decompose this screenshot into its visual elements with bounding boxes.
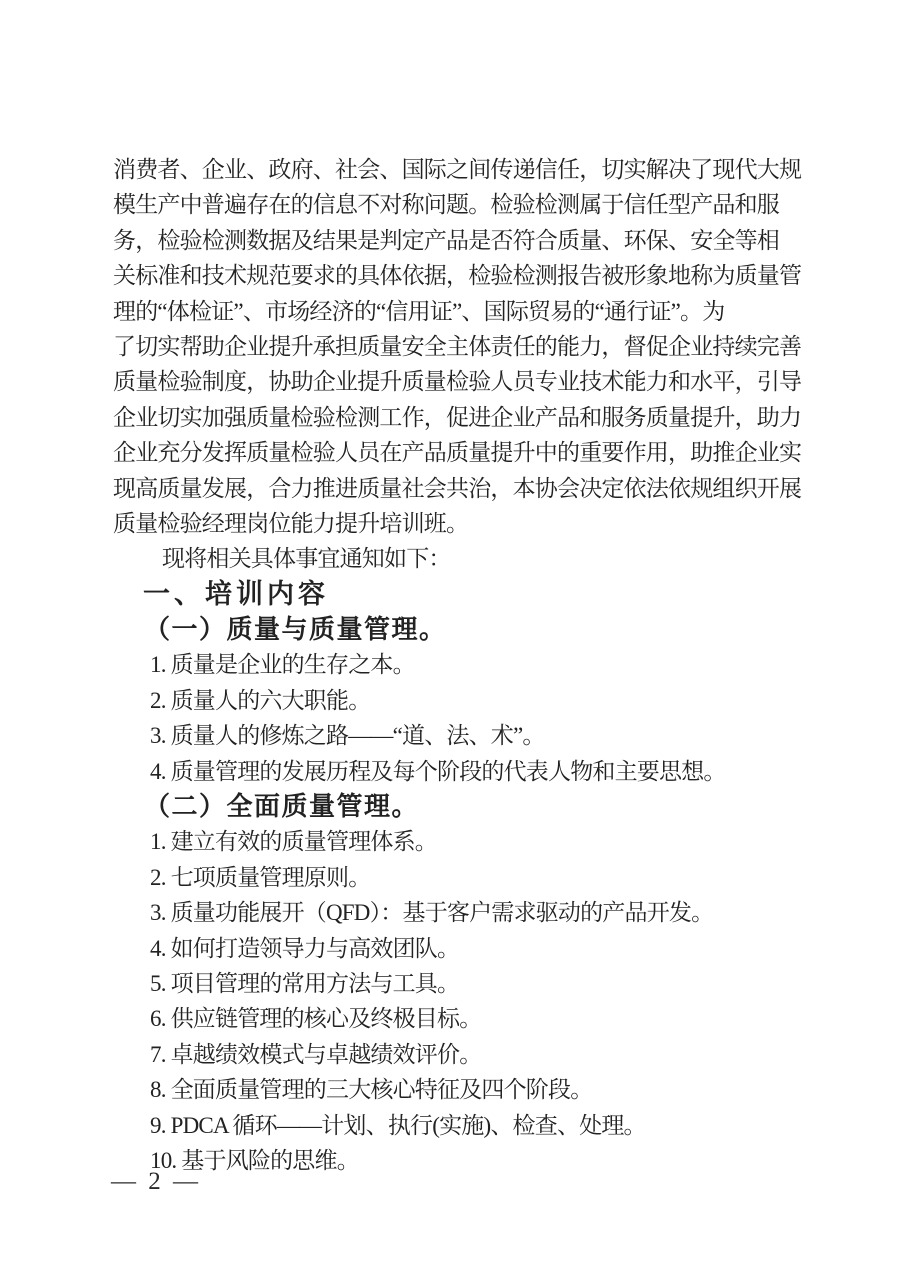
paragraph-line: 质量检验制度，协助企业提升质量检验人员专业技术能力和水平，引导 <box>113 369 802 395</box>
section-title-training-content: 一、培训内容 <box>143 578 329 609</box>
paragraph-line: 理的“体检证”、市场经济的“信用证”、国际贸易的“通行证”。为 <box>113 298 725 324</box>
list-item: 5. 项目管理的常用方法与工具。 <box>150 970 460 996</box>
list-item: 4. 质量管理的发展历程及每个阶段的代表人物和主要思想。 <box>150 758 726 784</box>
list-item: 3. 质量功能展开（QFD）：基于客户需求驱动的产品开发。 <box>150 900 714 926</box>
paragraph-line: 了切实帮助企业提升承担质量安全主体责任的能力，督促企业持续完善 <box>113 333 802 359</box>
list-item: 1. 质量是企业的生存之本。 <box>150 652 415 678</box>
paragraph-line: 关标准和技术规范要求的具体依据，检验检测报告被形象地称为质量管 <box>113 263 802 289</box>
list-item: 6. 供应链管理的核心及终极目标。 <box>150 1006 482 1032</box>
list-item: 2. 七项质量管理原则。 <box>150 864 371 890</box>
page-number: — 2 — <box>111 1168 201 1195</box>
list-item: 10. 基于风险的思维。 <box>150 1147 359 1173</box>
list-item: 9. PDCA 循环——计划、执行(实施)、检查、处理。 <box>150 1112 646 1138</box>
paragraph-line: 质量检验经理岗位能力提升培训班。 <box>113 510 469 536</box>
paragraph-line: 企业切实加强质量检验检测工作，促进企业产品和服务质量提升，助力 <box>113 404 802 430</box>
list-item: 3. 质量人的修炼之路——“道、法、术”。 <box>150 723 545 749</box>
subsection-title-total-quality-management: （二）全面质量管理。 <box>144 792 420 822</box>
paragraph-line: 企业充分发挥质量检验人员在产品质量提升中的重要作用，助推企业实 <box>113 440 802 466</box>
paragraph-line: 消费者、企业、政府、社会、国际之间传递信任，切实解决了现代大规 <box>113 157 802 182</box>
list-item: 2. 质量人的六大职能。 <box>150 687 371 713</box>
paragraph-line: 模生产中普遍存在的信息不对称问题。检验检测属于信任型产品和服 <box>113 192 780 218</box>
document-body <box>113 152 813 1178</box>
list-item: 7. 卓越绩效模式与卓越绩效评价。 <box>150 1041 482 1067</box>
subsection-title-quality-management: （一）质量与质量管理。 <box>144 615 447 645</box>
notice-line: 现将相关具体事宜通知如下： <box>162 546 451 572</box>
list-item: 8. 全面质量管理的三大核心特征及四个阶段。 <box>150 1077 593 1103</box>
list-item: 4. 如何打造领导力与高效团队。 <box>150 935 460 961</box>
paragraph-line: 务，检验检测数据及结果是判定产品是否符合质量、环保、安全等相 <box>113 227 780 253</box>
paragraph-line: 现高质量发展，合力推进质量社会共治，本协会决定依法依规组织开展 <box>113 475 802 501</box>
list-item: 1. 建立有效的质量管理体系。 <box>150 829 438 855</box>
